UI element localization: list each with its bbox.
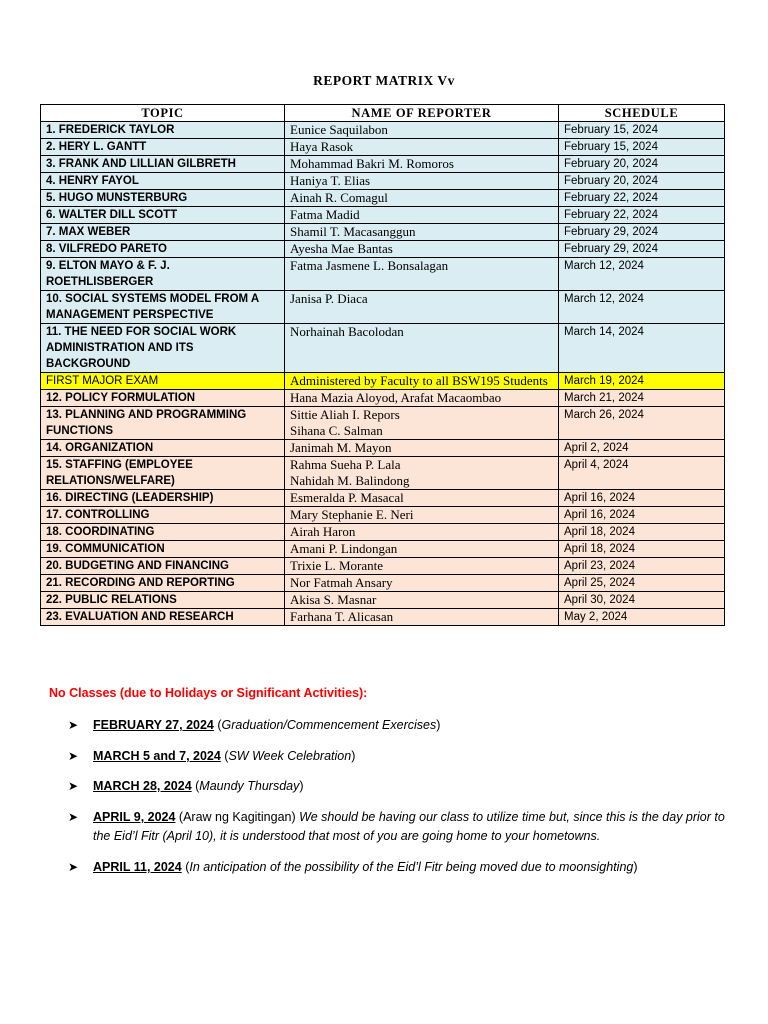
topic-cell: 3. FRANK AND LILLIAN GILBRETH <box>41 156 285 173</box>
reporter-cell: Norhainah Bacolodan <box>285 324 559 373</box>
reporter-cell: Haniya T. Elias <box>285 173 559 190</box>
table-row <box>41 558 725 575</box>
topic-cell: 22. PUBLIC RELATIONS <box>41 592 285 609</box>
reporter-name: Nahidah M. Balindong <box>290 473 410 488</box>
arrowhead-bullet-icon: ➤ <box>68 718 79 732</box>
reporter-cell: Akisa S. Masnar <box>285 592 559 609</box>
reporter-cell: Trixie L. Morante <box>285 558 559 575</box>
table-row <box>41 390 725 407</box>
reporter-cell: Farhana T. Alicasan <box>285 609 559 626</box>
report-matrix-table <box>40 104 725 626</box>
reporter-cell: Ainah R. Comagul <box>285 190 559 207</box>
list-item <box>68 747 728 766</box>
table-header-row <box>41 105 725 122</box>
holiday-date: MARCH 28, 2024 <box>93 779 192 793</box>
arrowhead-bullet-icon: ➤ <box>68 749 79 763</box>
schedule-cell: February 29, 2024 <box>559 241 725 258</box>
table-row <box>41 190 725 207</box>
table-row <box>41 440 725 457</box>
table-row <box>41 457 725 490</box>
holiday-date: APRIL 11, 2024 <box>93 860 182 874</box>
reporter-cell: Administered by Faculty to all BSW195 Students <box>285 373 559 390</box>
holiday-plain-note: (Araw ng Kagitingan) <box>175 810 300 824</box>
topic-cell: 19. COMMUNICATION <box>41 541 285 558</box>
topic-cell: 7. MAX WEBER <box>41 224 285 241</box>
topic-cell: FIRST MAJOR EXAM <box>41 373 285 390</box>
holiday-note: In anticipation of the possibility of the Eid’l Fitr being moved due to moonsighting <box>189 860 634 874</box>
list-item <box>68 808 728 846</box>
paren: ) <box>436 718 441 732</box>
topic-cell: 9. ELTON MAYO & F. J. ROETHLISBERGER <box>41 258 285 291</box>
reporter-cell: Hana Mazia Aloyod, Arafat Macaombao <box>285 390 559 407</box>
list-item <box>68 858 728 877</box>
table-row <box>41 507 725 524</box>
topic-cell: 8. VILFREDO PARETO <box>41 241 285 258</box>
table-row <box>41 156 725 173</box>
holiday-note: We should be having our class to utilize time but, since this is the day prior to the Eid’l Fitr (April 10), it is understood that most of you are going home to your hometowns. <box>93 810 725 843</box>
paren: ( <box>191 779 200 793</box>
topic-column-header: TOPIC <box>41 105 285 122</box>
arrowhead-bullet-icon: ➤ <box>68 860 79 874</box>
reporter-cell: Esmeralda P. Masacal <box>285 490 559 507</box>
table-row <box>41 524 725 541</box>
topic-cell: 23. EVALUATION AND RESEARCH <box>41 609 285 626</box>
schedule-cell: February 29, 2024 <box>559 224 725 241</box>
schedule-cell: April 18, 2024 <box>559 524 725 541</box>
paren: ( <box>213 718 222 732</box>
reporter-column-header: NAME OF REPORTER <box>285 105 559 122</box>
table-row <box>41 258 725 291</box>
paren: ( <box>220 749 229 763</box>
reporter-cell: Airah Haron <box>285 524 559 541</box>
holiday-note: SW Week Celebration <box>228 749 352 763</box>
paren: ( <box>181 860 190 874</box>
reporter-cell: Mohammad Bakri M. Romoros <box>285 156 559 173</box>
reporter-cell: Haya Rasok <box>285 139 559 156</box>
exam-row <box>41 373 725 390</box>
table-row <box>41 541 725 558</box>
reporter-cell: Eunice Saquilabon <box>285 122 559 139</box>
topic-cell: 11. THE NEED FOR SOCIAL WORK ADMINISTRATION AND ITS BACKGROUND <box>41 324 285 373</box>
topic-cell: 15. STAFFING (EMPLOYEE RELATIONS/WELFARE) <box>41 457 285 490</box>
topic-cell: 2. HERY L. GANTT <box>41 139 285 156</box>
schedule-cell: March 12, 2024 <box>559 291 725 324</box>
topic-cell: 13. PLANNING AND PROGRAMMING FUNCTIONS <box>41 407 285 440</box>
schedule-column-header: SCHEDULE <box>559 105 725 122</box>
table-row <box>41 291 725 324</box>
arrowhead-bullet-icon: ➤ <box>68 810 79 824</box>
holiday-note: Maundy Thursday <box>199 779 300 793</box>
schedule-cell: March 21, 2024 <box>559 390 725 407</box>
arrowhead-bullet-icon: ➤ <box>68 779 79 793</box>
table-row <box>41 575 725 592</box>
reporter-cell: Janisa P. Diaca <box>285 291 559 324</box>
table-row <box>41 224 725 241</box>
reporter-cell: Amani P. Lindongan <box>285 541 559 558</box>
schedule-cell: March 14, 2024 <box>559 324 725 373</box>
topic-cell: 16. DIRECTING (LEADERSHIP) <box>41 490 285 507</box>
schedule-cell: February 15, 2024 <box>559 122 725 139</box>
paren: ) <box>351 749 356 763</box>
schedule-cell: March 19, 2024 <box>559 373 725 390</box>
schedule-cell: April 16, 2024 <box>559 490 725 507</box>
table-row <box>41 241 725 258</box>
topic-cell: 1. FREDERICK TAYLOR <box>41 122 285 139</box>
schedule-cell: February 20, 2024 <box>559 156 725 173</box>
holiday-note: Graduation/Commencement Exercises <box>221 718 437 732</box>
reporter-cell: Mary Stephanie E. Neri <box>285 507 559 524</box>
reporter-cell: Fatma Jasmene L. Bonsalagan <box>285 258 559 291</box>
topic-cell: 18. COORDINATING <box>41 524 285 541</box>
schedule-cell: February 22, 2024 <box>559 190 725 207</box>
schedule-cell: April 18, 2024 <box>559 541 725 558</box>
list-item <box>68 777 728 796</box>
table-row <box>41 324 725 373</box>
table-row <box>41 139 725 156</box>
topic-cell: 12. POLICY FORMULATION <box>41 390 285 407</box>
table-row <box>41 407 725 440</box>
reporter-cell: Shamil T. Macasanggun <box>285 224 559 241</box>
reporter-cell: Nor Fatmah Ansary <box>285 575 559 592</box>
reporter-cell: Ayesha Mae Bantas <box>285 241 559 258</box>
schedule-cell: April 30, 2024 <box>559 592 725 609</box>
table-row <box>41 173 725 190</box>
reporter-name: Rahma Sueha P. Lala <box>290 457 401 472</box>
topic-cell: 20. BUDGETING AND FINANCING <box>41 558 285 575</box>
topic-cell: 14. ORGANIZATION <box>41 440 285 457</box>
document-title: REPORT MATRIX Vv <box>313 73 455 88</box>
topic-cell: 17. CONTROLLING <box>41 507 285 524</box>
schedule-cell: February 22, 2024 <box>559 207 725 224</box>
paren: ) <box>299 779 304 793</box>
no-classes-heading: No Classes (due to Holidays or Significant Activities): <box>49 686 368 700</box>
paren: ) <box>633 860 638 874</box>
table-row <box>41 609 725 626</box>
holiday-date: MARCH 5 and 7, 2024 <box>93 749 221 763</box>
reporter-name: Sittie Aliah I. Repors <box>290 407 400 422</box>
schedule-cell: May 2, 2024 <box>559 609 725 626</box>
schedule-cell: April 2, 2024 <box>559 440 725 457</box>
reporter-cell: Fatma Madid <box>285 207 559 224</box>
schedule-cell: February 20, 2024 <box>559 173 725 190</box>
list-item <box>68 716 728 735</box>
topic-cell: 21. RECORDING AND REPORTING <box>41 575 285 592</box>
topic-cell: 4. HENRY FAYOL <box>41 173 285 190</box>
table-row <box>41 490 725 507</box>
reporter-cell: Janimah M. Mayon <box>285 440 559 457</box>
schedule-cell: March 26, 2024 <box>559 407 725 440</box>
schedule-cell: April 25, 2024 <box>559 575 725 592</box>
schedule-cell: April 4, 2024 <box>559 457 725 490</box>
schedule-cell: April 16, 2024 <box>559 507 725 524</box>
table-row <box>41 592 725 609</box>
schedule-cell: February 15, 2024 <box>559 139 725 156</box>
topic-cell: 10. SOCIAL SYSTEMS MODEL FROM A MANAGEMENT PERSPECTIVE <box>41 291 285 324</box>
table-row <box>41 122 725 139</box>
reporter-cell <box>285 407 559 440</box>
no-classes-list <box>68 716 728 877</box>
schedule-cell: April 23, 2024 <box>559 558 725 575</box>
table-row <box>41 207 725 224</box>
topic-cell: 5. HUGO MUNSTERBURG <box>41 190 285 207</box>
holiday-date: FEBRUARY 27, 2024 <box>93 718 214 732</box>
reporter-name: Sihana C. Salman <box>290 423 383 438</box>
holiday-date: APRIL 9, 2024 <box>93 810 176 824</box>
topic-cell: 6. WALTER DILL SCOTT <box>41 207 285 224</box>
schedule-cell: March 12, 2024 <box>559 258 725 291</box>
reporter-cell <box>285 457 559 490</box>
